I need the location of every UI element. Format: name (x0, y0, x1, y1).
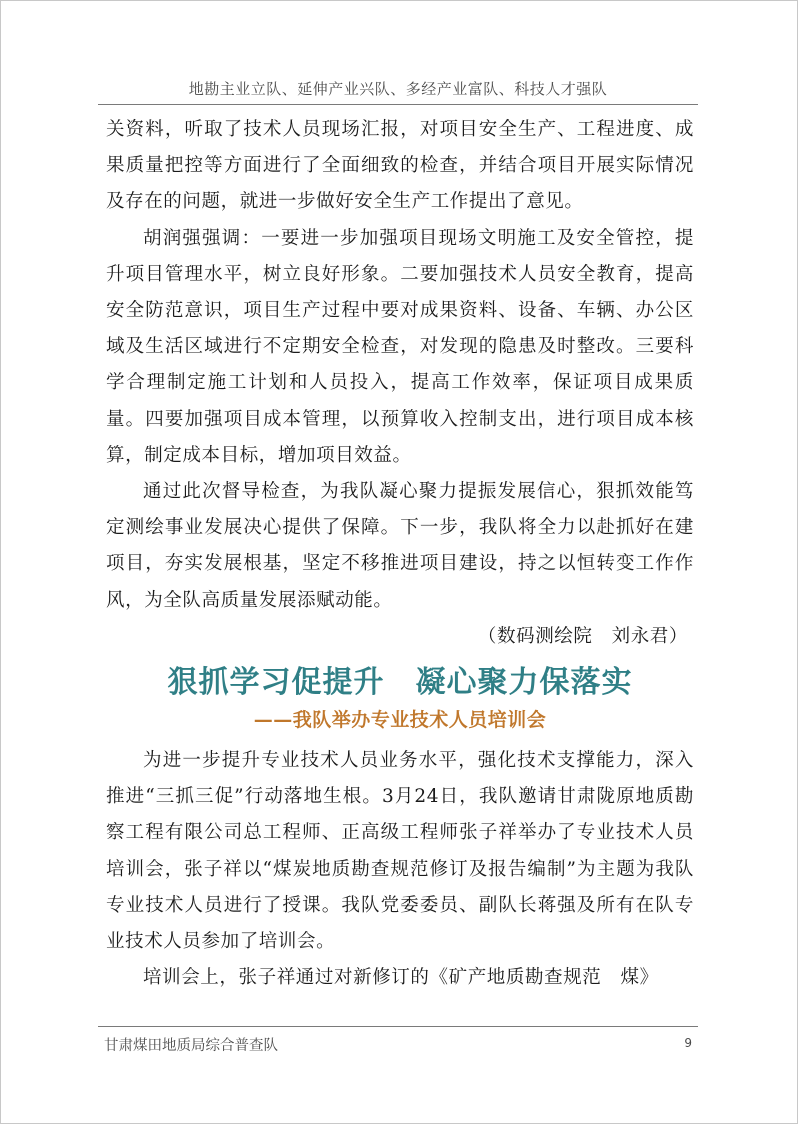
page-number: 9 (684, 1036, 692, 1050)
article1-paragraph-1: 关资料，听取了技术人员现场汇报，对项目安全生产、工程进度、成果质量把控等方面进行了全面细致的检查，并结合项目开展实际情况及存在的问题，就进一步做好安全生产工作提出了意见。 (106, 119, 694, 213)
footer-organization: 甘肃煤田地质局综合普查队 (104, 1038, 278, 1054)
article1-paragraph-2: 胡润强强调：一要进一步加强项目现场文明施工及安全管控，提升项目管理水平，树立良好形象。二要加强技术人员安全教育，提高安全防范意识，项目生产过程中要对成果资料、设备、车辆、办公区域及生活区域进行不定期安全检查，对发现的隐患及时整改。三要科学合理制定施工计划和人员投入，提高工作效率，保证项目成果质量。四要加强项目成本管理，以预算收入控制支出，进行项目成本核算，制定成本目标，增加项目效益。 (106, 227, 694, 466)
footer-rule (98, 1026, 698, 1027)
article2-subtitle: ——我队举办专业技术人员培训会 (253, 709, 547, 732)
running-header: 地勘主业立队、延伸产业兴队、多经产业富队、科技人才强队 (188, 80, 608, 98)
article2-title: 狠抓学习促提升 凝心聚力保落实 (167, 665, 633, 701)
article1-paragraph-3: 通过此次督导检查，为我队凝心聚力提振发展信心，狠抓效能笃定测绘事业发展决心提供了保障。下一步，我队将全力以赴抓好在建项目，夯实发展根基，坚定不移推进项目建设，持之以恒转变工作作风，为全队高质量发展添赋动能。 (106, 481, 694, 611)
article1-byline: （数码测绘院 刘永君） (477, 625, 688, 647)
article2-paragraph-2: 培训会上，张子祥通过对新修订的《矿产地质勘查规范 煤》 (143, 967, 659, 989)
article2-paragraph-1: 为进一步提升专业技术人员业务水平，强化技术支撑能力，深入推进“三抓三促”行动落地生根。3月24日，我队邀请甘肃陇原地质勘察工程有限公司总工程师、正高级工程师张子祥举办了专业技术人员培训会，张子祥以“煤炭地质勘查规范修订及报告编制”为主题为我队专业技术人员进行了授课。我队党委委员、副队长蒋强及所有在队专业技术人员参加了培训会。 (106, 750, 694, 953)
page-body (106, 112, 694, 996)
header-rule (98, 104, 698, 105)
